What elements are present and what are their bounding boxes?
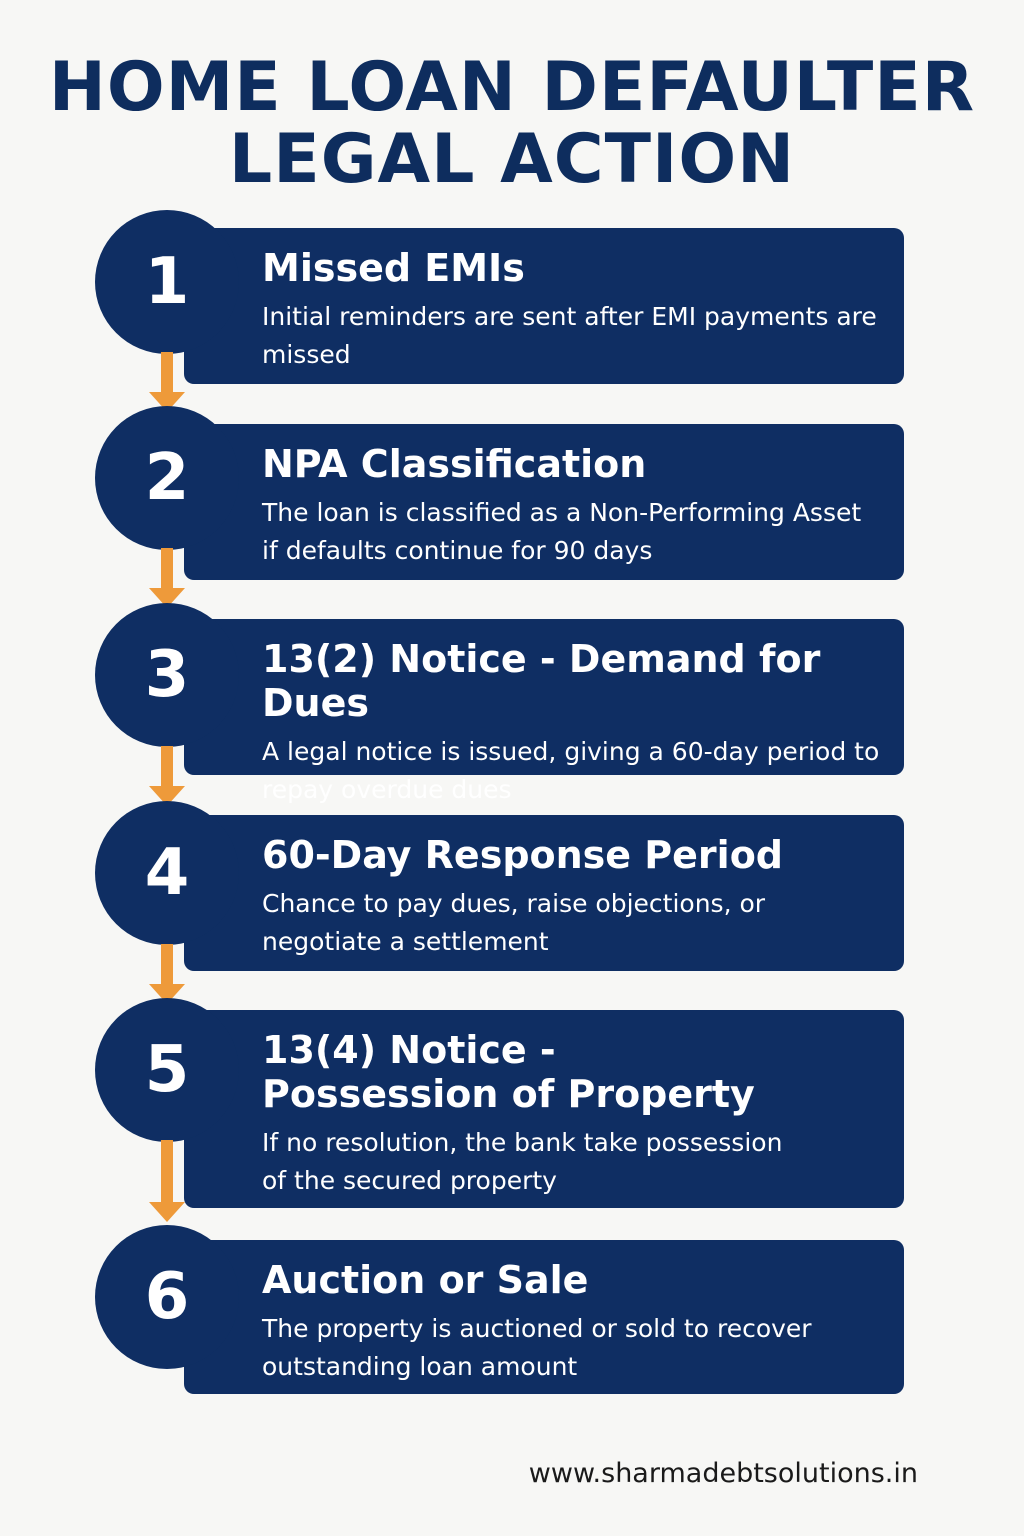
title-line-2: LEGAL ACTION — [228, 120, 796, 199]
down-arrow-icon — [149, 1140, 185, 1224]
step-title: Missed EMIs — [262, 246, 525, 290]
title-line-1: HOME LOAN DEFAULTER — [48, 48, 976, 127]
step-number-badge: 5 — [95, 998, 239, 1142]
step-description: The property is auctioned or sold to recover outstanding loan amount — [262, 1314, 812, 1381]
step-number-badge: 4 — [95, 801, 239, 945]
step-number-badge: 2 — [95, 406, 239, 550]
step-card — [184, 424, 904, 580]
page-title — [0, 48, 1024, 199]
down-arrow-icon — [149, 352, 185, 412]
step-title: Auction or Sale — [262, 1258, 589, 1302]
down-arrow-icon — [149, 548, 185, 608]
step-title: NPA Classification — [262, 442, 647, 486]
down-arrow-icon — [149, 944, 185, 1004]
down-arrow-icon — [149, 746, 185, 806]
step-description: Initial reminders are sent after EMI payments are missed — [262, 302, 877, 369]
step-card — [184, 1240, 904, 1394]
step-card — [184, 815, 904, 971]
step-card — [184, 619, 904, 804]
step-title: 13(4) Notice - Possession of Property — [262, 1028, 755, 1116]
step-number-badge: 6 — [95, 1225, 239, 1369]
step-card — [184, 1010, 904, 1208]
step-description: Chance to pay dues, raise objections, or negotiate a settlement — [262, 889, 766, 956]
step-number-badge: 1 — [95, 210, 239, 354]
website-url: www.sharmadebtsolutions.in — [528, 1458, 918, 1489]
step-description: The loan is classified as a Non-Performing Asset if defaults continue for 90 days — [262, 498, 862, 565]
step-title: 13(2) Notice - Demand for Dues — [262, 637, 821, 725]
step-description: A legal notice is issued, giving a 60-day period to repay overdue dues — [262, 737, 880, 804]
step-number-badge: 3 — [95, 603, 239, 747]
step-card — [184, 228, 904, 384]
step-description: If no resolution, the bank take possession of the secured property — [262, 1128, 783, 1195]
step-title: 60-Day Response Period — [262, 833, 783, 877]
